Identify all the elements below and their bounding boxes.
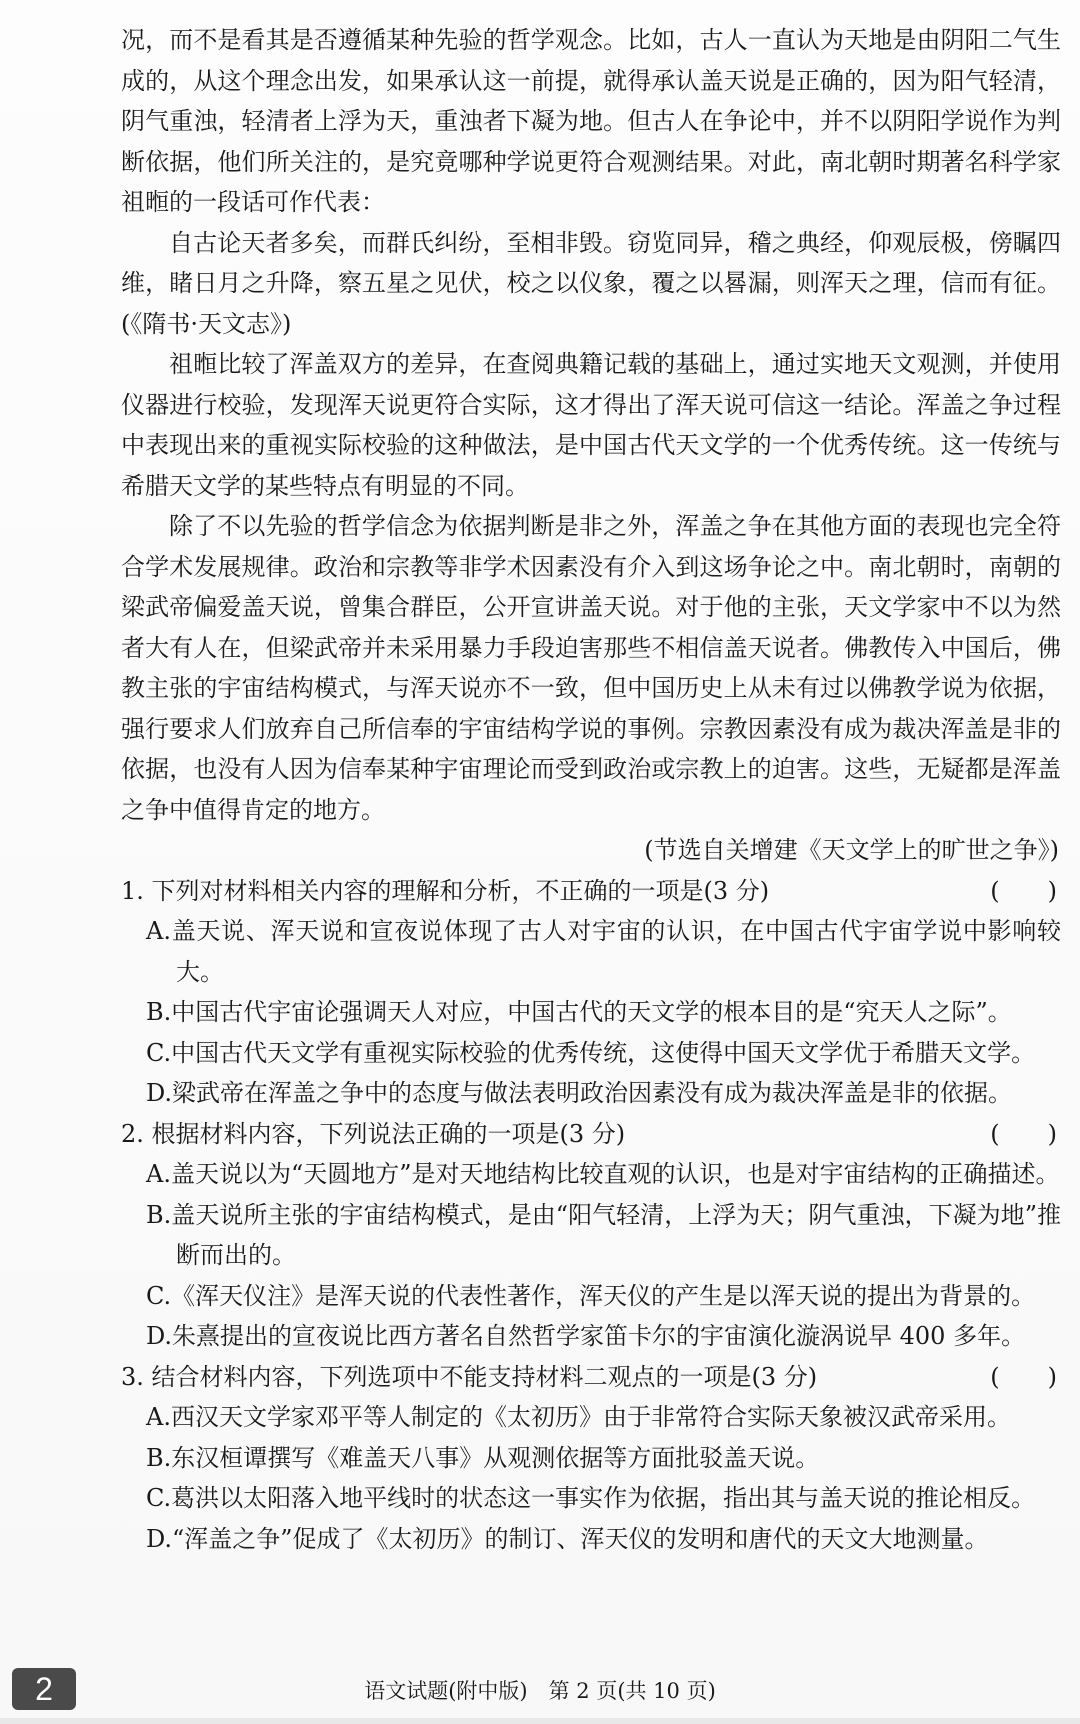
option-text: 盖天说以为“天圆地方”是对天地结构比较直观的认识，也是对宇宙结构的正确描述。 — [170, 1160, 1060, 1188]
option-text: 盖天说、浑天说和宣夜说体现了古人对宇宙的认识，在中国古代宇宙学说中影响较大。 — [170, 917, 1061, 986]
question-2 — [121, 1114, 1061, 1155]
question-1-option-b — [121, 992, 1061, 1033]
question-stem: 2. 根据材料内容，下列说法正确的一项是(3 分) — [121, 1119, 626, 1148]
question-3-option-a — [121, 1397, 1061, 1438]
option-letter: B. — [146, 1443, 172, 1472]
option-letter: B. — [146, 998, 172, 1026]
answer-blank: ( ) — [990, 1362, 1057, 1391]
option-letter: A. — [146, 1160, 171, 1188]
passage-source: (节选自关增建《天文学上的旷世之争》) — [644, 836, 1059, 864]
question-3 — [121, 1357, 1061, 1398]
passage-quotation: 自古论天者多矣，而群氏纠纷，至相非毁。窃览同异，稽之典经，仰观辰极，傍瞩四维，睹日月之升降，察五星之见伏，校之以仪象，覆之以晷漏，则浑天之理，信而有征。(《隋书·天文志》) — [121, 228, 1061, 338]
question-2-option-b — [121, 1195, 1061, 1276]
option-text: 盖天说所主张的宇宙结构模式，是由“阳气轻清，上浮为天；阴气重浊，下凝为地”推断而出的。 — [171, 1200, 1061, 1269]
question-2-option-d — [121, 1316, 1061, 1357]
passage-paragraph-4: 除了不以先验的哲学信念为依据判断是非之外，浑盖之争在其他方面的表现也完全符合学术发展规律。政治和宗教等非学术因素没有介入到这场争论之中。南北朝时，南朝的梁武帝偏爱盖天说，曾集合群臣，公开宣讲盖天说。对于他的主张，天文学家中不以为然者大有人在，但梁武帝并未采用暴力手段迫害那些不相信盖天说者。佛教传入中国后，佛教主张的宇宙结构模式，与浑天说亦不一致，但中国历史上从未有过以佛教学说为依据，强行要求人们放弃自己所信奉的宇宙结构学说的事例。宗教因素没有成为裁决浑盖是非的依据，也没有人因为信奉某种宇宙理论而受到政治或宗教上的迫害。这些，无疑都是浑盖之争中值得肯定的地方。 — [121, 512, 1061, 824]
bottom-divider — [0, 1718, 1080, 1724]
passage-paragraph-1: 况，而不是看其是否遵循某种先验的哲学观念。比如，古人一直认为天地是由阴阳二气生成的，从这个理念出发，如果承认这一前提，就得承认盖天说是正确的，因为阳气轻清，阴气重浊，轻清者上浮为天，重浊者下凝为地。但古人在争论中，并不以阴阳学说作为判断依据，他们所关注的，是究竟哪种学说更符合观测结果。对此，南北朝时期著名科学家祖暅的一段话可作代表： — [121, 26, 1061, 216]
question-1 — [121, 871, 1061, 912]
question-1-option-d — [121, 1073, 1061, 1114]
option-letter: B. — [146, 1200, 172, 1229]
option-letter: D. — [146, 1079, 173, 1107]
question-3-option-c — [121, 1478, 1061, 1519]
question-stem: 1. 下列对材料相关内容的理解和分析，不正确的一项是(3 分) — [121, 876, 770, 905]
question-3-option-d — [121, 1519, 1061, 1560]
option-letter: D. — [146, 1524, 173, 1553]
question-2-option-a — [121, 1154, 1061, 1195]
option-letter: C. — [146, 1281, 172, 1310]
option-text: 梁武帝在浑盖之争中的态度与做法表明政治因素没有成为裁决浑盖是非的依据。 — [172, 1079, 1013, 1107]
passage-paragraph-3: 祖暅比较了浑盖双方的差异，在查阅典籍记载的基础上，通过实地天文观测，并使用仪器进行校验，发现浑天说更符合实际，这才得出了浑天说可信这一结论。浑盖之争过程中表现出来的重视实际校验的这种做法，是中国古代天文学的一个优秀传统。这一传统与希腊天文学的某些特点有明显的不同。 — [121, 350, 1061, 500]
option-letter: C. — [146, 1484, 172, 1512]
question-1-option-c — [121, 1033, 1061, 1074]
option-text: 葛洪以太阳落入地平线时的状态这一事实作为依据，指出其与盖天说的推论相反。 — [171, 1484, 1036, 1512]
option-text: 中国古代天文学有重视实际校验的优秀传统，这使得中国天文学优于希腊天文学。 — [171, 1038, 1036, 1067]
option-text: 《浑天仪注》是浑天说的代表性著作，浑天仪的产生是以浑天说的提出为背景的。 — [171, 1281, 1036, 1310]
answer-blank: ( ) — [990, 1119, 1057, 1148]
option-letter: A. — [146, 917, 171, 945]
question-stem: 3. 结合材料内容，下列选项中不能支持材料二观点的一项是(3 分) — [121, 1362, 818, 1391]
option-text: 中国古代宇宙论强调天人对应，中国古代的天文学的根本目的是“究天人之际”。 — [171, 998, 1012, 1026]
option-text: “浑盖之争”促成了《太初历》的制订、浑天仪的发明和唐代的天文大地测量。 — [172, 1524, 989, 1553]
option-text: 东汉桓谭撰写《难盖天八事》从观测依据等方面批驳盖天说。 — [171, 1443, 820, 1472]
answer-blank: ( ) — [990, 876, 1057, 905]
option-text: 西汉天文学家邓平等人制定的《太初历》由于非常符合实际天象被汉武帝采用。 — [170, 1403, 1011, 1431]
page-content — [121, 20, 1061, 1559]
option-text: 朱熹提出的宣夜说比西方著名自然哲学家笛卡尔的宇宙演化漩涡说早 400 多年。 — [172, 1322, 1026, 1350]
question-1-option-a — [121, 911, 1061, 992]
page-footer: 语文试题(附中版) 第 2 页(共 10 页) — [364, 1679, 716, 1703]
option-letter: C. — [146, 1038, 172, 1067]
question-2-option-c — [121, 1276, 1061, 1317]
question-3-option-b — [121, 1438, 1061, 1479]
option-letter: A. — [146, 1403, 171, 1431]
option-letter: D. — [146, 1322, 173, 1350]
page-number-badge: 2 — [12, 1668, 76, 1710]
